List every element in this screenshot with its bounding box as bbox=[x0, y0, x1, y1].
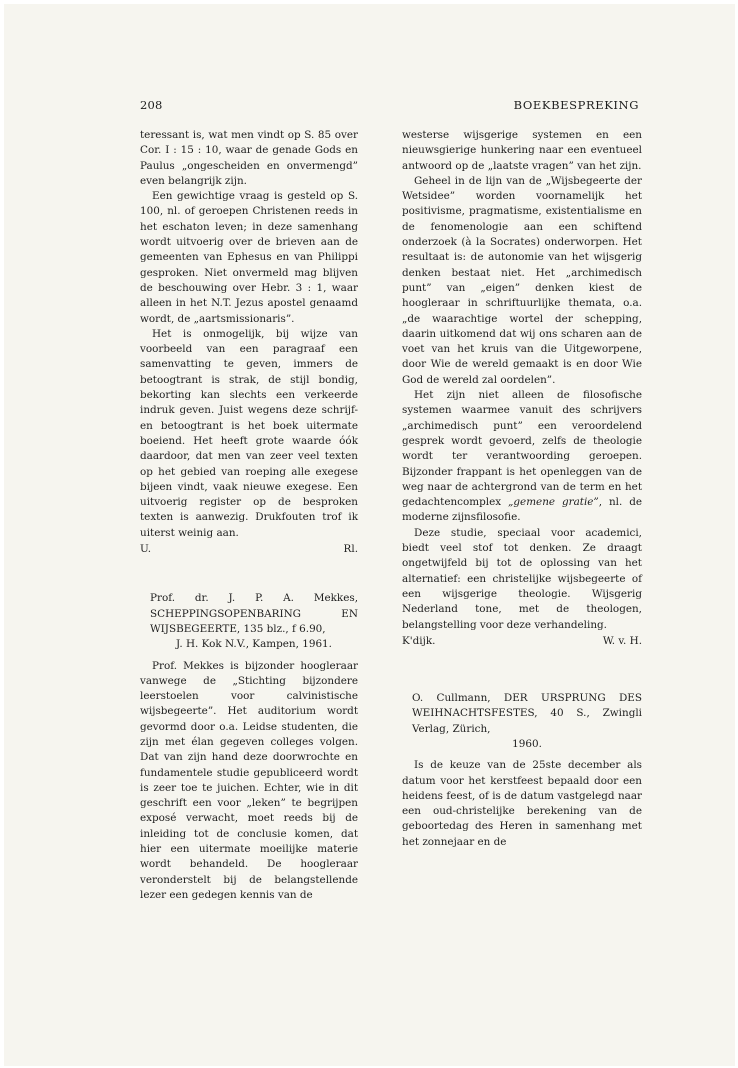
review-signature bbox=[402, 634, 642, 649]
paragraph: Geheel in de lijn van de „Wijsbegeerte der Wetsidee” worden voornamelijk het positivisme, pragmatisme, existentialisme en de fenomenologie aan een schiftend onderzoek (à la Socrates) onderworpen. Het resultaat is: de autonomie van het wijsgerig denken bestaat niet. Het „archimedisch punt” van „eigen” denken kiest de hoogleraar in schriftuurlijke themata, o.a. „de waarachtige wortel der schepping, daarin uitkomend dat wij ons scharen aan de voet van het kruis van die Uitgeworpene, door Wie de wereld gemaakt is en door Wie God de wereld zal oordelen”. bbox=[402, 174, 642, 386]
review-heading-text: Prof. dr. J. P. A. Mekkes, SCHEPPINGSOPENBARING EN WIJSBEGEERTE, 135 blz., f 6.90, bbox=[150, 592, 358, 635]
paragraph: Is de keuze van de 25ste december als datum voor het kerstfeest bepaald door een heidens feest, of is de datum vastgelegd naar een oud-christelijke berekening van de geboortedag des Heren in samenhang met het zonnejaar en de bbox=[402, 759, 642, 848]
page-number: 208 bbox=[140, 98, 163, 112]
review-heading-publisher: J. H. Kok N.V., Kampen, 1961. bbox=[176, 638, 332, 651]
left-column bbox=[140, 128, 358, 903]
paragraph: Prof. Mekkes is bijzonder hoogleraar vanwege de „Stichting bijzondere leerstoelen voor calvinistische wijsbegeerte”. Het auditorium wordt gevormd door o.a. Leidse studenten, die zijn met élan gegeven colleges volgen. Dat van zijn hand deze doorwrochte en fundamentele studie gepubliceerd wordt is zeer toe te juichen. Echter, wie in dit geschrift een voor „leken” te begrijpen exposé verwacht, moet reeds bij de inleiding tot de conclusie komen, dat hier een uitermate moeilijke materie wordt behandeld. De hoogleraar veronderstelt bij de belangstellende lezer een gedegen kennis van de bbox=[140, 659, 358, 901]
italic-term: „gemene gratie” bbox=[508, 496, 599, 509]
signature-place: U. bbox=[140, 543, 152, 556]
paragraph-text: , nl. de moderne zijnsfilosofie. bbox=[402, 496, 642, 524]
review-heading bbox=[150, 591, 358, 652]
signature-place: K'dijk. bbox=[402, 634, 436, 647]
review-signature bbox=[140, 542, 358, 557]
paragraph: westerse wijsgerige systemen en een nieuwsgierige hunkering naar een eventueel antwoord op de „laatste vragen” van het zijn. bbox=[402, 129, 642, 172]
paragraph: teressant is, wat men vindt op S. 85 over Cor. I : 15 : 10, waar de genade Gods en Paulus „ongescheiden en onvermengd” even belangrijk zijn. bbox=[140, 129, 358, 187]
paragraph: Het is onmogelijk, bij wijze van voorbeeld van een paragraaf een samenvatting te geven, immers de betoogtrant is strak, de stijl bondig, bekorting kan slechts een verkeerde indruk geven. Juist wegens deze schrijf- en betoogtrant is het boek uitermate boeiend. Het heeft grote waarde óók daardoor, dat men van zeer veel texten op het gebied van roeping alle exegese bijeen vindt, vaak nieuwe exegese. Een uitvoerig register op de besproken texten is aanwezig. Drukfouten trof ik uiterst weinig aan. bbox=[140, 327, 358, 539]
review-heading-text: O. Cullmann, DER URSPRUNG DES WEIHNACHTSFESTES, 40 S., Zwingli Verlag, Zürich, bbox=[412, 692, 642, 735]
review-heading-year: 1960. bbox=[512, 737, 542, 750]
paragraph: Deze studie, speciaal voor academici, biedt veel stof tot denken. Ze draagt ongetwijfeld bij tot de oplossing van het alternatief: een christelijke wijsbegeerte of een wijsgerige theologie. Wijsgerig Nederland tone, met de theologen, belangstelling voor deze verhandeling. bbox=[402, 526, 642, 631]
right-column bbox=[402, 128, 642, 850]
paragraph: Een gewichtige vraag is gesteld op S. 100, nl. of geroepen Christenen reeds in het eschaton leven; in deze samenhang wordt uitvoerig over de brieven aan de gemeenten van Ephesus en van Philippi gesproken. Niet onvermeld mag blijven de beschouwing over Hebr. 3 : 1, waar alleen in het N.T. Jezus apostel genaamd wordt, de „aartsmissionaris”. bbox=[140, 190, 358, 325]
book-page bbox=[4, 4, 735, 1066]
signature-initials: W. v. H. bbox=[602, 634, 642, 647]
paragraph-text: Het zijn niet alleen de filosofische systemen waarmee vanuit des schrijvers „archimedisch punt” een veroordelend gesprek wordt gevoerd, zelfs de theologie wordt ter verantwoording geroepen. Bijzonder frappant is het openleggen van de weg naar de achtergrond van de term en het gedachtencomplex bbox=[402, 389, 642, 509]
section-title: BOEKBESPREKING bbox=[513, 98, 639, 112]
signature-initials: Rl. bbox=[343, 543, 358, 556]
paragraph bbox=[402, 388, 642, 526]
review-heading bbox=[412, 691, 642, 752]
